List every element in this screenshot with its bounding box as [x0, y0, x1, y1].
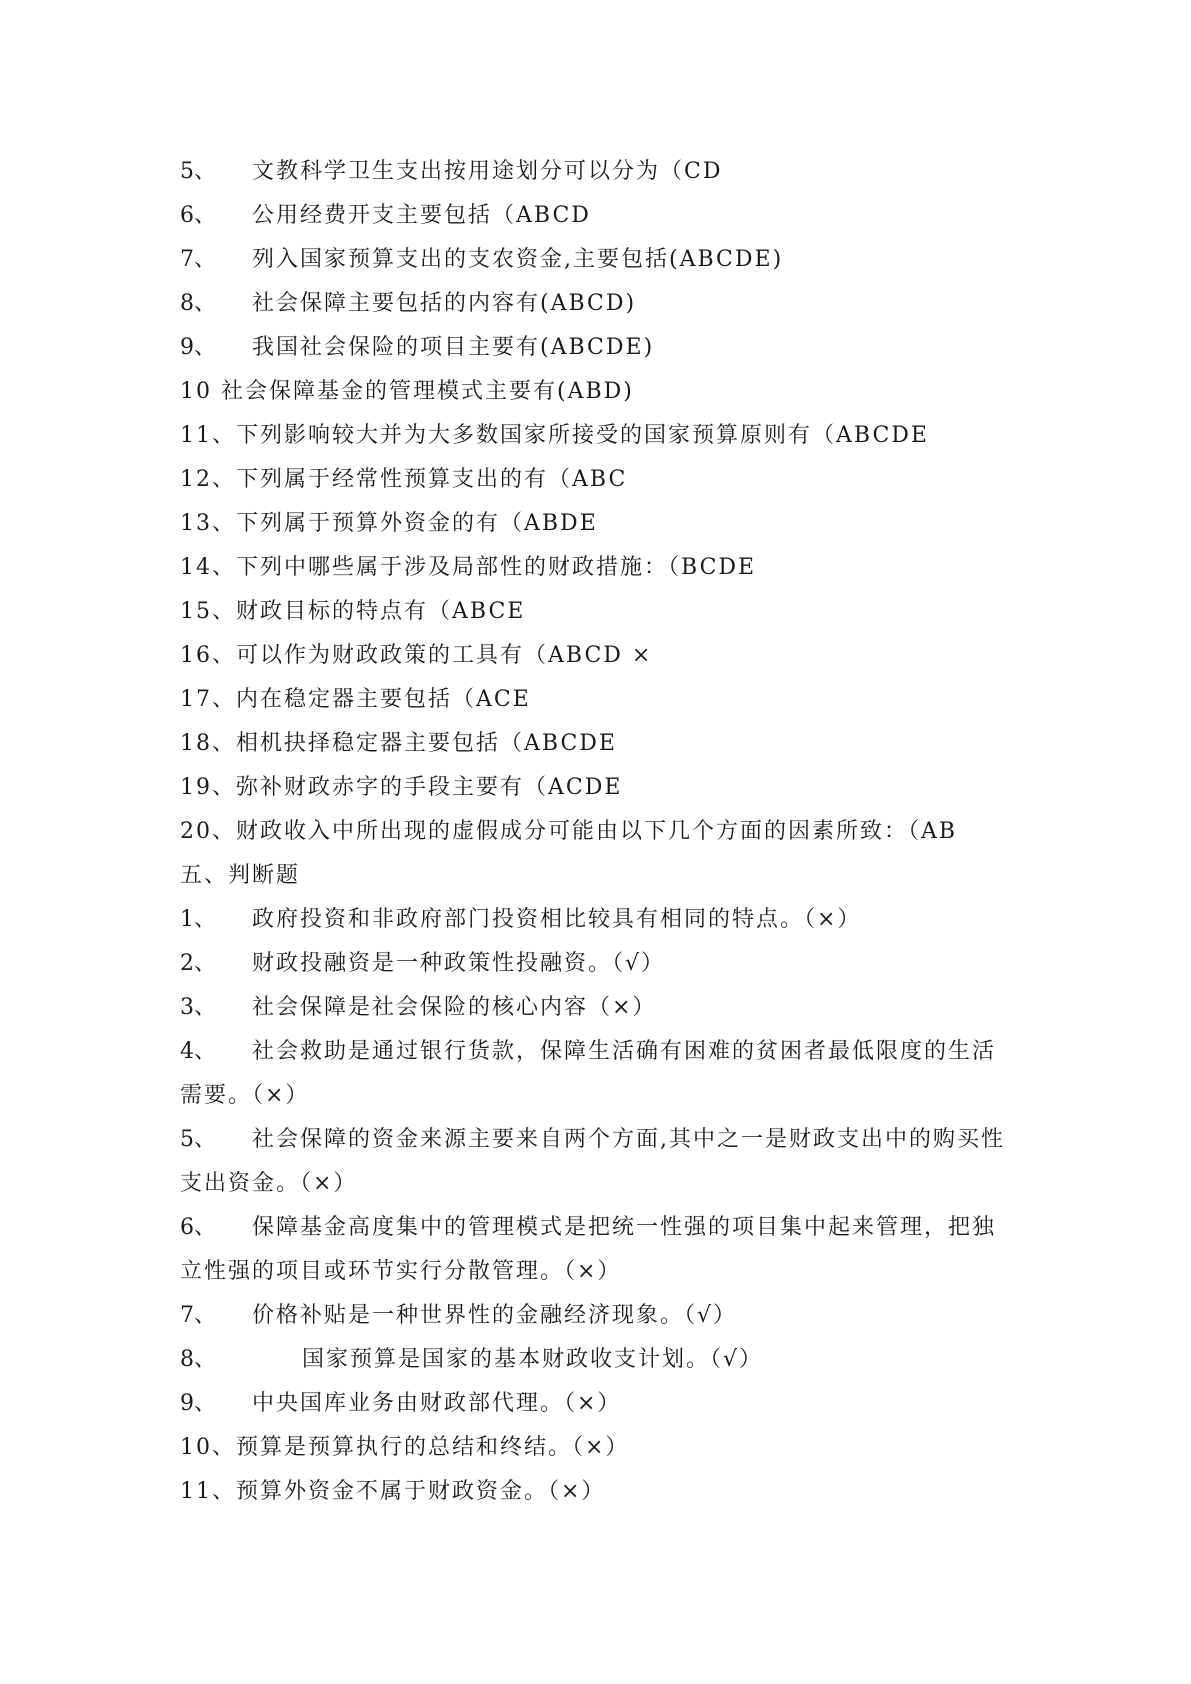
item-number: 4、: [180, 1039, 216, 1064]
mc-item-19: [180, 766, 1015, 810]
item-number: 8、: [180, 1347, 216, 1372]
item-text: 11、预算外资金不属于财政资金。（×）: [180, 1479, 606, 1504]
item-number: 7、: [180, 1303, 216, 1328]
item-number: 3、: [180, 995, 216, 1020]
item-number: 6、: [180, 203, 216, 228]
mc-item-5: [180, 150, 1015, 194]
item-text: 公用经费开支主要包括（ABCD: [252, 203, 591, 228]
item-text: 16、可以作为财政政策的工具有（ABCD ×: [180, 643, 653, 668]
tf-item-2: [180, 942, 1015, 986]
item-text: 15、财政目标的特点有（ABCE: [180, 599, 526, 624]
item-text: 财政投融资是一种政策性投融资。（√）: [252, 951, 666, 976]
tf-item-8: [180, 1338, 1015, 1382]
item-text: 社会救助是通过银行货款，保障生活确有困难的贫困者最低限度的生活需要。（×）: [180, 1039, 997, 1108]
document-page: [180, 150, 1015, 1514]
tf-item-9: [180, 1382, 1015, 1426]
item-number: 5、: [180, 159, 216, 184]
tf-item-1: [180, 898, 1015, 942]
item-text: 政府投资和非政府部门投资相比较具有相同的特点。（×）: [252, 907, 862, 932]
item-number: 2、: [180, 951, 216, 976]
item-text: 10 社会保障基金的管理模式主要有(ABD): [180, 379, 634, 404]
section-title: 五、判断题: [180, 863, 301, 888]
item-text: 社会保障的资金来源主要来自两个方面,其中之一是财政支出中的购买性支出资金。（×）: [180, 1127, 1005, 1196]
item-text: 12、下列属于经常性预算支出的有（ABC: [180, 467, 628, 492]
item-text: 19、弥补财政赤字的手段主要有（ACDE: [180, 775, 623, 800]
mc-item-9: [180, 326, 1015, 370]
item-text: 10、预算是预算执行的总结和终结。（×）: [180, 1435, 630, 1460]
item-text: 18、相机抉择稳定器主要包括（ABCDE: [180, 731, 617, 756]
mc-item-13: [180, 502, 1015, 546]
item-text: 14、下列中哪些属于涉及局部性的财政措施：（BCDE: [180, 555, 757, 580]
mc-item-16: [180, 634, 1015, 678]
item-text: 社会保障主要包括的内容有(ABCD): [252, 291, 637, 316]
tf-item-10: [180, 1426, 1015, 1470]
mc-item-20: [180, 810, 1015, 854]
item-text: 20、财政收入中所出现的虚假成分可能由以下几个方面的因素所致：（AB: [180, 819, 958, 844]
item-text: 保障基金高度集中的管理模式是把统一性强的项目集中起来管理，把独立性强的项目或环节实行分散管理。（×）: [180, 1215, 997, 1284]
mc-item-14: [180, 546, 1015, 590]
item-number: 6、: [180, 1215, 216, 1240]
mc-item-11: [180, 414, 1015, 458]
mc-item-18: [180, 722, 1015, 766]
item-text: 我国社会保险的项目主要有(ABCDE): [252, 335, 655, 360]
mc-item-6: [180, 194, 1015, 238]
mc-item-7: [180, 238, 1015, 282]
item-text: 社会保障是社会保险的核心内容（×）: [252, 995, 657, 1020]
mc-item-15: [180, 590, 1015, 634]
item-text: 11、下列影响较大并为大多数国家所接受的国家预算原则有（ABCDE: [180, 423, 929, 448]
item-number: 1、: [180, 907, 216, 932]
item-text: 文教科学卫生支出按用途划分可以分为（CD: [252, 159, 723, 184]
item-number: 7、: [180, 247, 216, 272]
item-text: 中央国库业务由财政部代理。（×）: [252, 1391, 622, 1416]
item-number: 9、: [180, 1391, 216, 1416]
item-number: 9、: [180, 335, 216, 360]
mc-item-10: [180, 370, 1015, 414]
item-number: 5、: [180, 1127, 216, 1152]
tf-item-6: [180, 1206, 1015, 1294]
mc-item-8: [180, 282, 1015, 326]
tf-item-11: [180, 1470, 1015, 1514]
item-text: 列入国家预算支出的支农资金,主要包括(ABCDE): [252, 247, 784, 272]
tf-item-4: [180, 1030, 1015, 1118]
tf-item-7: [180, 1294, 1015, 1338]
item-text: 13、下列属于预算外资金的有（ABDE: [180, 511, 598, 536]
item-text: 价格补贴是一种世界性的金融经济现象。（√）: [252, 1303, 738, 1328]
mc-item-17: [180, 678, 1015, 722]
item-text: 国家预算是国家的基本财政收支计划。（√）: [302, 1347, 764, 1372]
mc-item-12: [180, 458, 1015, 502]
item-number: 8、: [180, 291, 216, 316]
tf-item-3: [180, 986, 1015, 1030]
item-text: 17、内在稳定器主要包括（ACE: [180, 687, 531, 712]
tf-item-5: [180, 1118, 1015, 1206]
